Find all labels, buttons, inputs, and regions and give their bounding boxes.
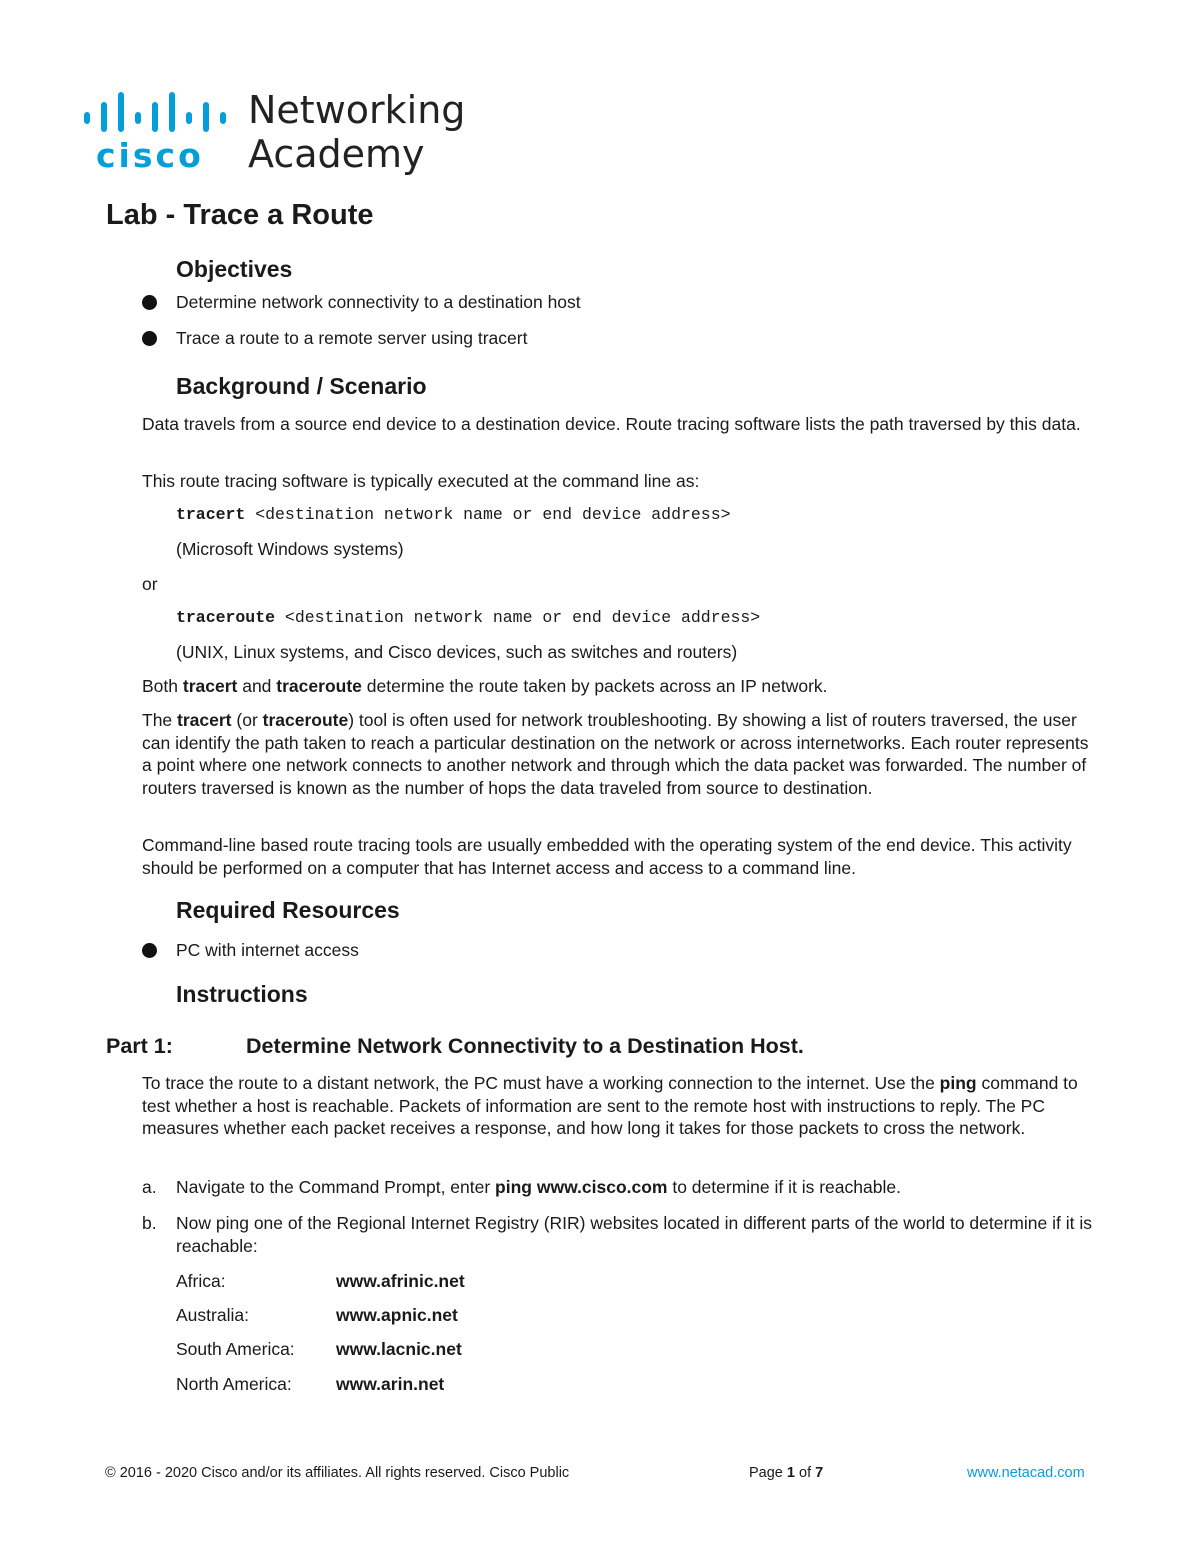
rir-row-north-america — [176, 1374, 444, 1395]
tracert-keyword: tracert — [176, 505, 246, 524]
cisco-networking-academy-logo — [82, 84, 482, 184]
rir-region: North America: — [176, 1374, 292, 1394]
tracert-command — [176, 505, 731, 524]
instructions-heading: Instructions — [176, 981, 308, 1007]
rir-site: www.apnic.net — [336, 1305, 458, 1325]
objectives-heading: Objectives — [176, 256, 293, 282]
step-letter: a. — [142, 1177, 157, 1197]
step-b-text: Now ping one of the Regional Internet Registry (RIR) websites located in different parts of the world to determine if it is reachable: — [176, 1213, 1092, 1256]
logo-line-academy: Academy — [248, 132, 425, 176]
background-paragraph-3: Both tracert and traceroute determine the route taken by packets across an IP network. — [142, 676, 828, 696]
background-heading: Background / Scenario — [176, 373, 427, 399]
bullet-icon — [142, 943, 157, 958]
tracert-note: (Microsoft Windows systems) — [176, 539, 404, 559]
traceroute-keyword: traceroute — [176, 608, 276, 627]
step-a-text: Navigate to the Command Prompt, enter ping www.cisco.com to determine if it is reachable. — [176, 1177, 901, 1197]
rir-region: Africa: — [176, 1271, 226, 1291]
objective-item — [142, 327, 527, 349]
rir-region: Australia: — [176, 1305, 249, 1325]
rir-row-australia — [176, 1305, 458, 1326]
step-b — [142, 1212, 1092, 1257]
or-text: or — [142, 574, 158, 594]
footer-copyright: © 2016 - 2020 Cisco and/or its affiliates. All rights reserved. Cisco Public — [105, 1465, 570, 1481]
rir-region: South America: — [176, 1339, 295, 1359]
tracert-argument: <destination network name or end device address> — [245, 505, 731, 524]
background-paragraph-2: This route tracing software is typically executed at the command line as: — [142, 471, 700, 491]
objective-text: Determine network connectivity to a destination host — [176, 292, 581, 312]
bullet-icon — [142, 331, 157, 346]
objective-text: Trace a route to a remote server using tracert — [176, 328, 528, 348]
part-1-intro: To trace the route to a distant network, the PC must have a working connection to the internet. Use the ping command to test whether a host is reachable. Packets of information are sent to the remote host with instructions to reply. The PC measures whether each packet receives a response, and how long it takes for those packets to cross the network. — [142, 1073, 1078, 1138]
rir-site: www.afrinic.net — [336, 1271, 465, 1291]
step-letter: b. — [142, 1213, 157, 1233]
rir-site: www.arin.net — [336, 1374, 445, 1394]
logo-line-networking: Networking — [248, 88, 466, 132]
bullet-icon — [142, 295, 157, 310]
rir-row-africa — [176, 1271, 465, 1292]
part-title: Determine Network Connectivity to a Destination Host. — [246, 1034, 804, 1058]
resource-item — [142, 939, 359, 961]
objective-item — [142, 291, 581, 313]
step-a — [142, 1176, 1092, 1199]
background-paragraph-4: The tracert (or traceroute) tool is often used for network troubleshooting. By showing a list of routers traversed, the user can identify the path taken to reach a particular destination on the network or across internetworks. Each router represents a point where one network connects to another network and through which the data packet was forwarded. The number of routers traversed is known as the number of hops the data traveled from source to destination. — [142, 710, 1089, 798]
page-title: Lab - Trace a Route — [106, 199, 374, 231]
cisco-bars-icon — [82, 90, 232, 134]
traceroute-note: (UNIX, Linux systems, and Cisco devices, such as switches and routers) — [176, 642, 738, 662]
part-number: Part 1: — [106, 1034, 173, 1058]
traceroute-argument: <destination network name or end device address> — [275, 608, 761, 627]
part-1-heading — [106, 1034, 804, 1059]
footer-page-number: Page 1 of 7 — [749, 1465, 824, 1481]
rir-site: www.lacnic.net — [336, 1339, 462, 1359]
resource-text: PC with internet access — [176, 940, 359, 960]
background-paragraph-5: Command-line based route tracing tools are usually embedded with the operating system of the end device. This activity should be performed on a computer that has Internet access and access to a command line. — [142, 835, 1072, 878]
background-paragraph-1: Data travels from a source end device to a destination device. Route tracing software lists the path traversed by this data. — [142, 414, 1081, 434]
footer-netacad-link[interactable]: www.netacad.com — [967, 1465, 1085, 1481]
traceroute-command — [176, 608, 760, 627]
resources-heading: Required Resources — [176, 897, 400, 923]
rir-row-south-america — [176, 1339, 462, 1360]
cisco-wordmark: cisco — [96, 136, 204, 175]
